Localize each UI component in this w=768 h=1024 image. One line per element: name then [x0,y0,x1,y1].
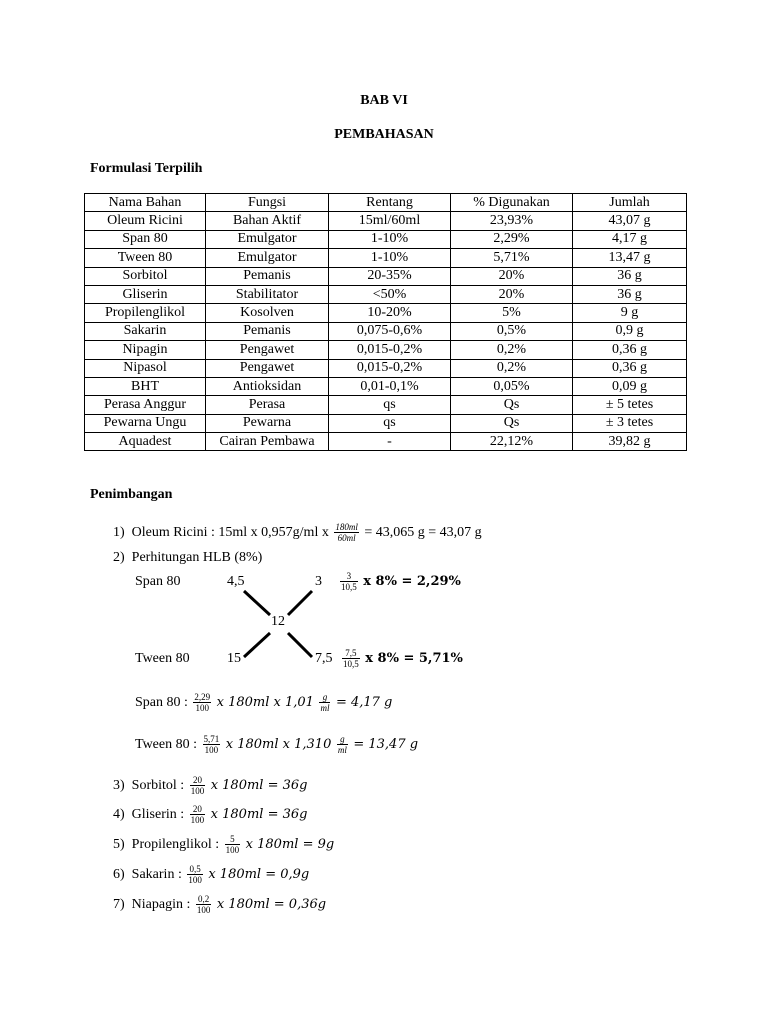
table-cell: Pemanis [206,267,329,285]
hlb-span-value: 4,5 [227,574,245,589]
cross-line [244,633,270,657]
fraction [203,734,221,755]
table-cell: Propilenglikol [85,304,206,322]
unit-fraction [319,692,330,713]
hlb-span-result [338,570,461,594]
table-cell: Bahan Aktif [206,212,329,230]
span-calc [135,691,392,715]
table-cell: qs [329,414,451,432]
table-cell: 1-10% [329,230,451,248]
table-row [85,359,687,377]
table-cell: Sakarin [85,322,206,340]
table-cell: 20% [451,267,573,285]
table-cell: Pewarna Ungu [85,414,206,432]
fraction-numerator: 20 [190,804,206,815]
table-cell: Nipasol [85,359,206,377]
table-cell: 36 g [573,285,687,303]
table-row [85,377,687,395]
fraction-numerator: 5,71 [203,734,220,745]
fraction-numerator: 20 [190,775,206,786]
fraction-numerator: g [337,734,348,745]
table-cell: Pewarna [206,414,329,432]
fraction [196,894,212,915]
table-cell: Emulgator [206,249,329,267]
chapter-label: BAB VI [360,93,408,108]
table-cell: 20-35% [329,267,451,285]
table-cell: Qs [451,396,573,414]
table-cell: Aquadest [85,433,206,451]
table-cell: 22,12% [451,433,573,451]
tween-calc [135,733,418,757]
result-expression: x 8% = 2,29% [363,574,461,589]
fraction [193,692,211,713]
item-number: 1) [113,525,125,540]
table-cell: 5% [451,304,573,322]
table-cell: 1-10% [329,249,451,267]
table-row [85,212,687,230]
table-cell: Pemanis [206,322,329,340]
fraction-denominator: 60ml [337,533,356,544]
item-text: Oleum Ricini : 15ml x 0,957g/ml x [131,525,329,540]
table-cell: 2,29% [451,230,573,248]
item-result: x 180ml = 0,9g [208,867,310,882]
fraction-denominator: ml [320,703,330,714]
section-title-formulasi: Formulasi Terpilih [90,161,203,176]
table-cell: ± 3 tetes [573,414,687,432]
table-cell: Perasa Anggur [85,396,206,414]
item-result: x 180ml = 0,36g [216,897,327,912]
fraction-denominator: 100 [190,786,205,797]
calc-result: = 13,47 g [353,737,419,752]
fraction-numerator: 5 [225,834,241,845]
table-cell: Nipagin [85,341,206,359]
formulation-table [84,193,687,451]
table-cell: 0,015-0,2% [329,359,451,377]
fraction-denominator: 100 [195,703,210,714]
table-cell: 10-20% [329,304,451,322]
fraction-numerator: 2,29 [194,692,211,703]
item-text: Sakarin : [131,867,182,882]
table-row [85,249,687,267]
fraction-denominator: 100 [196,905,211,916]
item-number: 5) [113,837,125,852]
table-cell: 0,2% [451,341,573,359]
table-cell: qs [329,396,451,414]
fraction-denominator: 100 [225,845,240,856]
cross-line [288,591,312,615]
result-expression: x 8% = 5,71% [365,651,463,666]
table-cell: 0,01-0,1% [329,377,451,395]
table-cell: 0,015-0,2% [329,341,451,359]
calc-item-6 [113,863,309,887]
calc-item-1 [113,521,482,545]
fraction-numerator: g [319,692,330,703]
fraction-denominator: ml [337,745,347,756]
table-row [85,230,687,248]
table-cell: Stabilitator [206,285,329,303]
table-cell: 13,47 g [573,249,687,267]
fraction [340,571,358,592]
fraction [342,648,360,669]
table-cell: 15ml/60ml [329,212,451,230]
table-cell: Antioksidan [206,377,329,395]
table-cell: Pengawet [206,359,329,377]
item-number: 2) [113,550,125,565]
table-cell: 20% [451,285,573,303]
item-number: 4) [113,807,125,822]
table-cell: Sorbitol [85,267,206,285]
calc-item-5 [113,833,334,857]
fraction-denominator: 10,5 [341,582,357,593]
hlb-span-label: Span 80 [135,574,181,589]
cross-line [244,591,270,615]
fraction-numerator: 0,2 [196,894,212,905]
hlb-span-part: 3 [315,574,322,589]
table-cell: Kosolven [206,304,329,322]
table-cell: <50% [329,285,451,303]
table-cell: 0,075-0,6% [329,322,451,340]
item-number: 3) [113,778,125,793]
table-header-row [85,194,687,212]
calc-expression: x 180ml x 1,01 [216,695,314,710]
table-row [85,285,687,303]
item-text: Niapagin : [131,897,191,912]
table-cell: - [329,433,451,451]
hlb-tween-label: Tween 80 [135,651,190,666]
fraction [225,834,241,855]
item-text: Gliserin : [131,807,185,822]
table-row [85,341,687,359]
table-cell: ± 5 tetes [573,396,687,414]
table-cell: 0,09 g [573,377,687,395]
table-cell: 4,17 g [573,230,687,248]
fraction-denominator: 100 [204,745,219,756]
calc-result: = 4,17 g [335,695,393,710]
calc-item-3 [113,774,307,798]
item-number: 6) [113,867,125,882]
calc-item-4 [113,803,307,827]
table-header-cell: Fungsi [206,194,329,212]
table-cell: 0,36 g [573,359,687,377]
item-result: x 180ml = 9g [245,837,335,852]
table-row [85,322,687,340]
table-cell: BHT [85,377,206,395]
chapter-title: PEMBAHASAN [334,127,434,142]
table-row [85,267,687,285]
table-cell: 9 g [573,304,687,322]
fraction [187,864,203,885]
table-cell: 0,5% [451,322,573,340]
calc-item-7 [113,893,326,917]
calc-expression: x 180ml x 1,310 [225,737,332,752]
table-header-cell: % Digunakan [451,194,573,212]
cross-line [288,633,312,657]
calc-item-2 [113,546,262,570]
hlb-tween-value: 15 [227,651,241,666]
table-header-cell: Nama Bahan [85,194,206,212]
fraction-denominator: 10,5 [343,659,359,670]
table-cell: 43,07 g [573,212,687,230]
table-cell: 0,05% [451,377,573,395]
table-cell: Qs [451,414,573,432]
table-row [85,396,687,414]
section-title-penimbangan: Penimbangan [90,487,173,502]
table-cell: Oleum Ricini [85,212,206,230]
table-cell: Span 80 [85,230,206,248]
table-header-cell: Rentang [329,194,451,212]
table-cell: 36 g [573,267,687,285]
table-cell: 39,82 g [573,433,687,451]
item-result: = 43,065 g = 43,07 g [364,525,482,540]
hlb-tween-part: 7,5 [315,651,333,666]
table-row [85,414,687,432]
table-cell: 0,9 g [573,322,687,340]
fraction-denominator: 100 [188,875,202,886]
table-cell: 23,93% [451,212,573,230]
hlb-tween-result [340,647,463,671]
fraction [190,775,206,796]
item-result: x 180ml = 36g [210,778,308,793]
fraction-numerator: 180ml [335,522,358,533]
item-text: Sorbitol : [131,778,185,793]
fraction-denominator: 100 [190,815,205,826]
table-cell: Cairan Pembawa [206,433,329,451]
table-row [85,304,687,322]
hlb-target: 12 [271,614,285,629]
table-header-cell: Jumlah [573,194,687,212]
item-result: x 180ml = 36g [210,807,308,822]
formulation-table-body [85,194,687,451]
table-cell: 5,71% [451,249,573,267]
item-number: 7) [113,897,125,912]
table-cell: 0,2% [451,359,573,377]
table-cell: Tween 80 [85,249,206,267]
fraction-numerator: 0,5 [187,864,203,875]
item-text: Propilenglikol : [131,837,220,852]
calc-label: Span 80 : [135,695,188,710]
fraction-numerator: 3 [340,571,358,582]
table-cell: Pengawet [206,341,329,359]
calc-label: Tween 80 : [135,737,198,752]
table-cell: Emulgator [206,230,329,248]
table-cell: Gliserin [85,285,206,303]
fraction [190,804,206,825]
table-cell: 0,36 g [573,341,687,359]
unit-fraction [337,734,348,755]
fraction-numerator: 7,5 [342,648,360,659]
fraction [334,522,359,543]
item-text: Perhitungan HLB (8%) [131,550,263,565]
table-cell: Perasa [206,396,329,414]
table-row [85,433,687,451]
